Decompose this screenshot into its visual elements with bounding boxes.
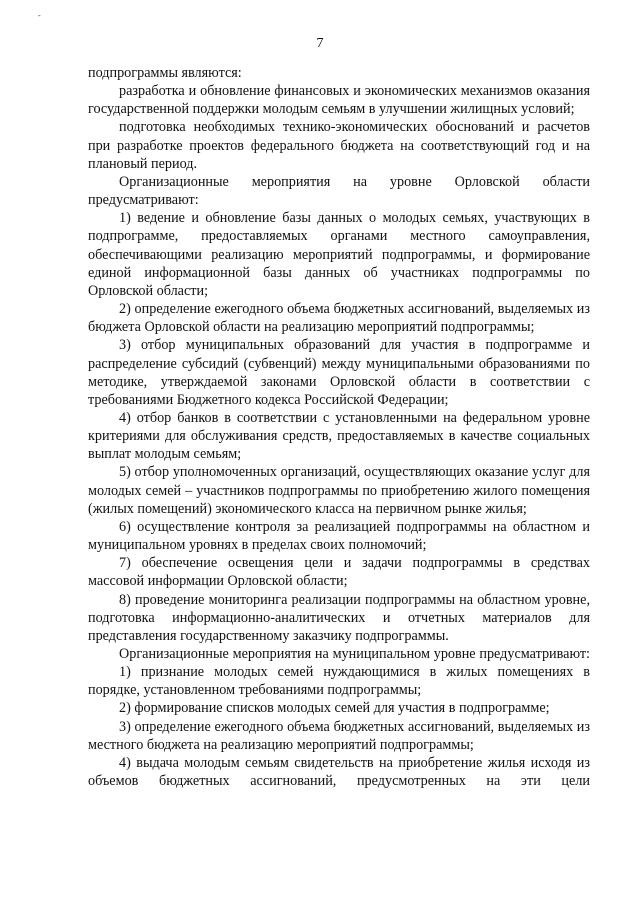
page-number: 7 (316, 36, 324, 51)
paragraph-federal-justifications: подготовка необходимых технико-экономических обоснований и расчетов при разработке проектов федерального бюджета на соответствующий год и на плановый период. (88, 119, 590, 172)
paragraph-regional-heading: Организационные мероприятия на уровне Орловской области предусматривают: (88, 173, 590, 209)
paragraph-municipal-item-4: 4) выдача молодым семьям свидетельств на приобретение жилья исходя из объемов бюджетных ассигнований, предусмотренных на эти цели (88, 754, 590, 790)
paragraph-regional-item-6: 6) осуществление контроля за реализацией подпрограммы на областном и муниципальном уровнях в пределах своих полномочий; (88, 518, 590, 554)
paragraph-regional-item-5: 5) отбор уполномоченных организаций, осуществляющих оказание услуг для молодых семей – участников подпрограммы по приобретению жилого помещения (жилых помещений) экономического класса на первичном рынке жилья; (88, 464, 590, 517)
paragraph-regional-item-8: 8) проведение мониторинга реализации подпрограммы на областном уровне, подготовка информационно-аналитических и отчетных материалов для представления государственному заказчику подпрограммы. (88, 591, 590, 644)
paragraph-regional-item-2: 2) определение ежегодного объема бюджетных ассигнований, выделяемых из бюджета Орловской области на реализацию мероприятий подпрограммы; (88, 301, 590, 336)
paragraph-municipal-item-3: 3) определение ежегодного объема бюджетных ассигнований, выделяемых из местного бюджета на реализацию мероприятий подпрограммы; (88, 718, 590, 753)
paragraph-federal-mechanisms: разработка и обновление финансовых и экономических механизмов оказания государственной поддержки молодым семьям в улучшении жилищных условий; (88, 83, 590, 118)
paragraph-municipal-item-1: 1) признание молодых семей нуждающимися в жилых помещениях в порядке, установленном требованиями подпрограммы; (88, 664, 590, 699)
paragraph-municipal-heading: Организационные мероприятия на муниципальном уровне предусматривают: (119, 646, 590, 662)
corner-mark: - (38, 11, 41, 20)
document-body (88, 64, 590, 790)
paragraph-regional-item-7: 7) обеспечение освещения цели и задачи подпрограммы в средствах массовой информации Орловской области; (88, 555, 590, 590)
paragraph-regional-item-3: 3) отбор муниципальных образований для участия в подпрограмме и распределение субсидий (субвенций) между муниципальными образованиями по методике, утверждаемой законами Орловской области в соответствии с требованиями Бюджетного кодекса Российской Федерации; (88, 337, 590, 408)
paragraph-regional-item-1: 1) ведение и обновление базы данных о молодых семьях, участвующих в подпрограмме, предоставляемых органами местного самоуправления, обеспечивающими реализацию мероприятий подпрограммы, и формирование единой информационной базы данных об участниках подпрограммы по Орловской области; (88, 210, 590, 299)
paragraph-intro-continuation: подпрограммы являются: (88, 65, 242, 81)
paragraph-regional-item-4: 4) отбор банков в соответствии с установленными на федеральном уровне критериями для обслуживания средств, предоставляемых в качестве социальных выплат молодым семьям; (88, 409, 590, 463)
paragraph-municipal-item-2: 2) формирование списков молодых семей для участия в подпрограмме; (119, 700, 550, 717)
